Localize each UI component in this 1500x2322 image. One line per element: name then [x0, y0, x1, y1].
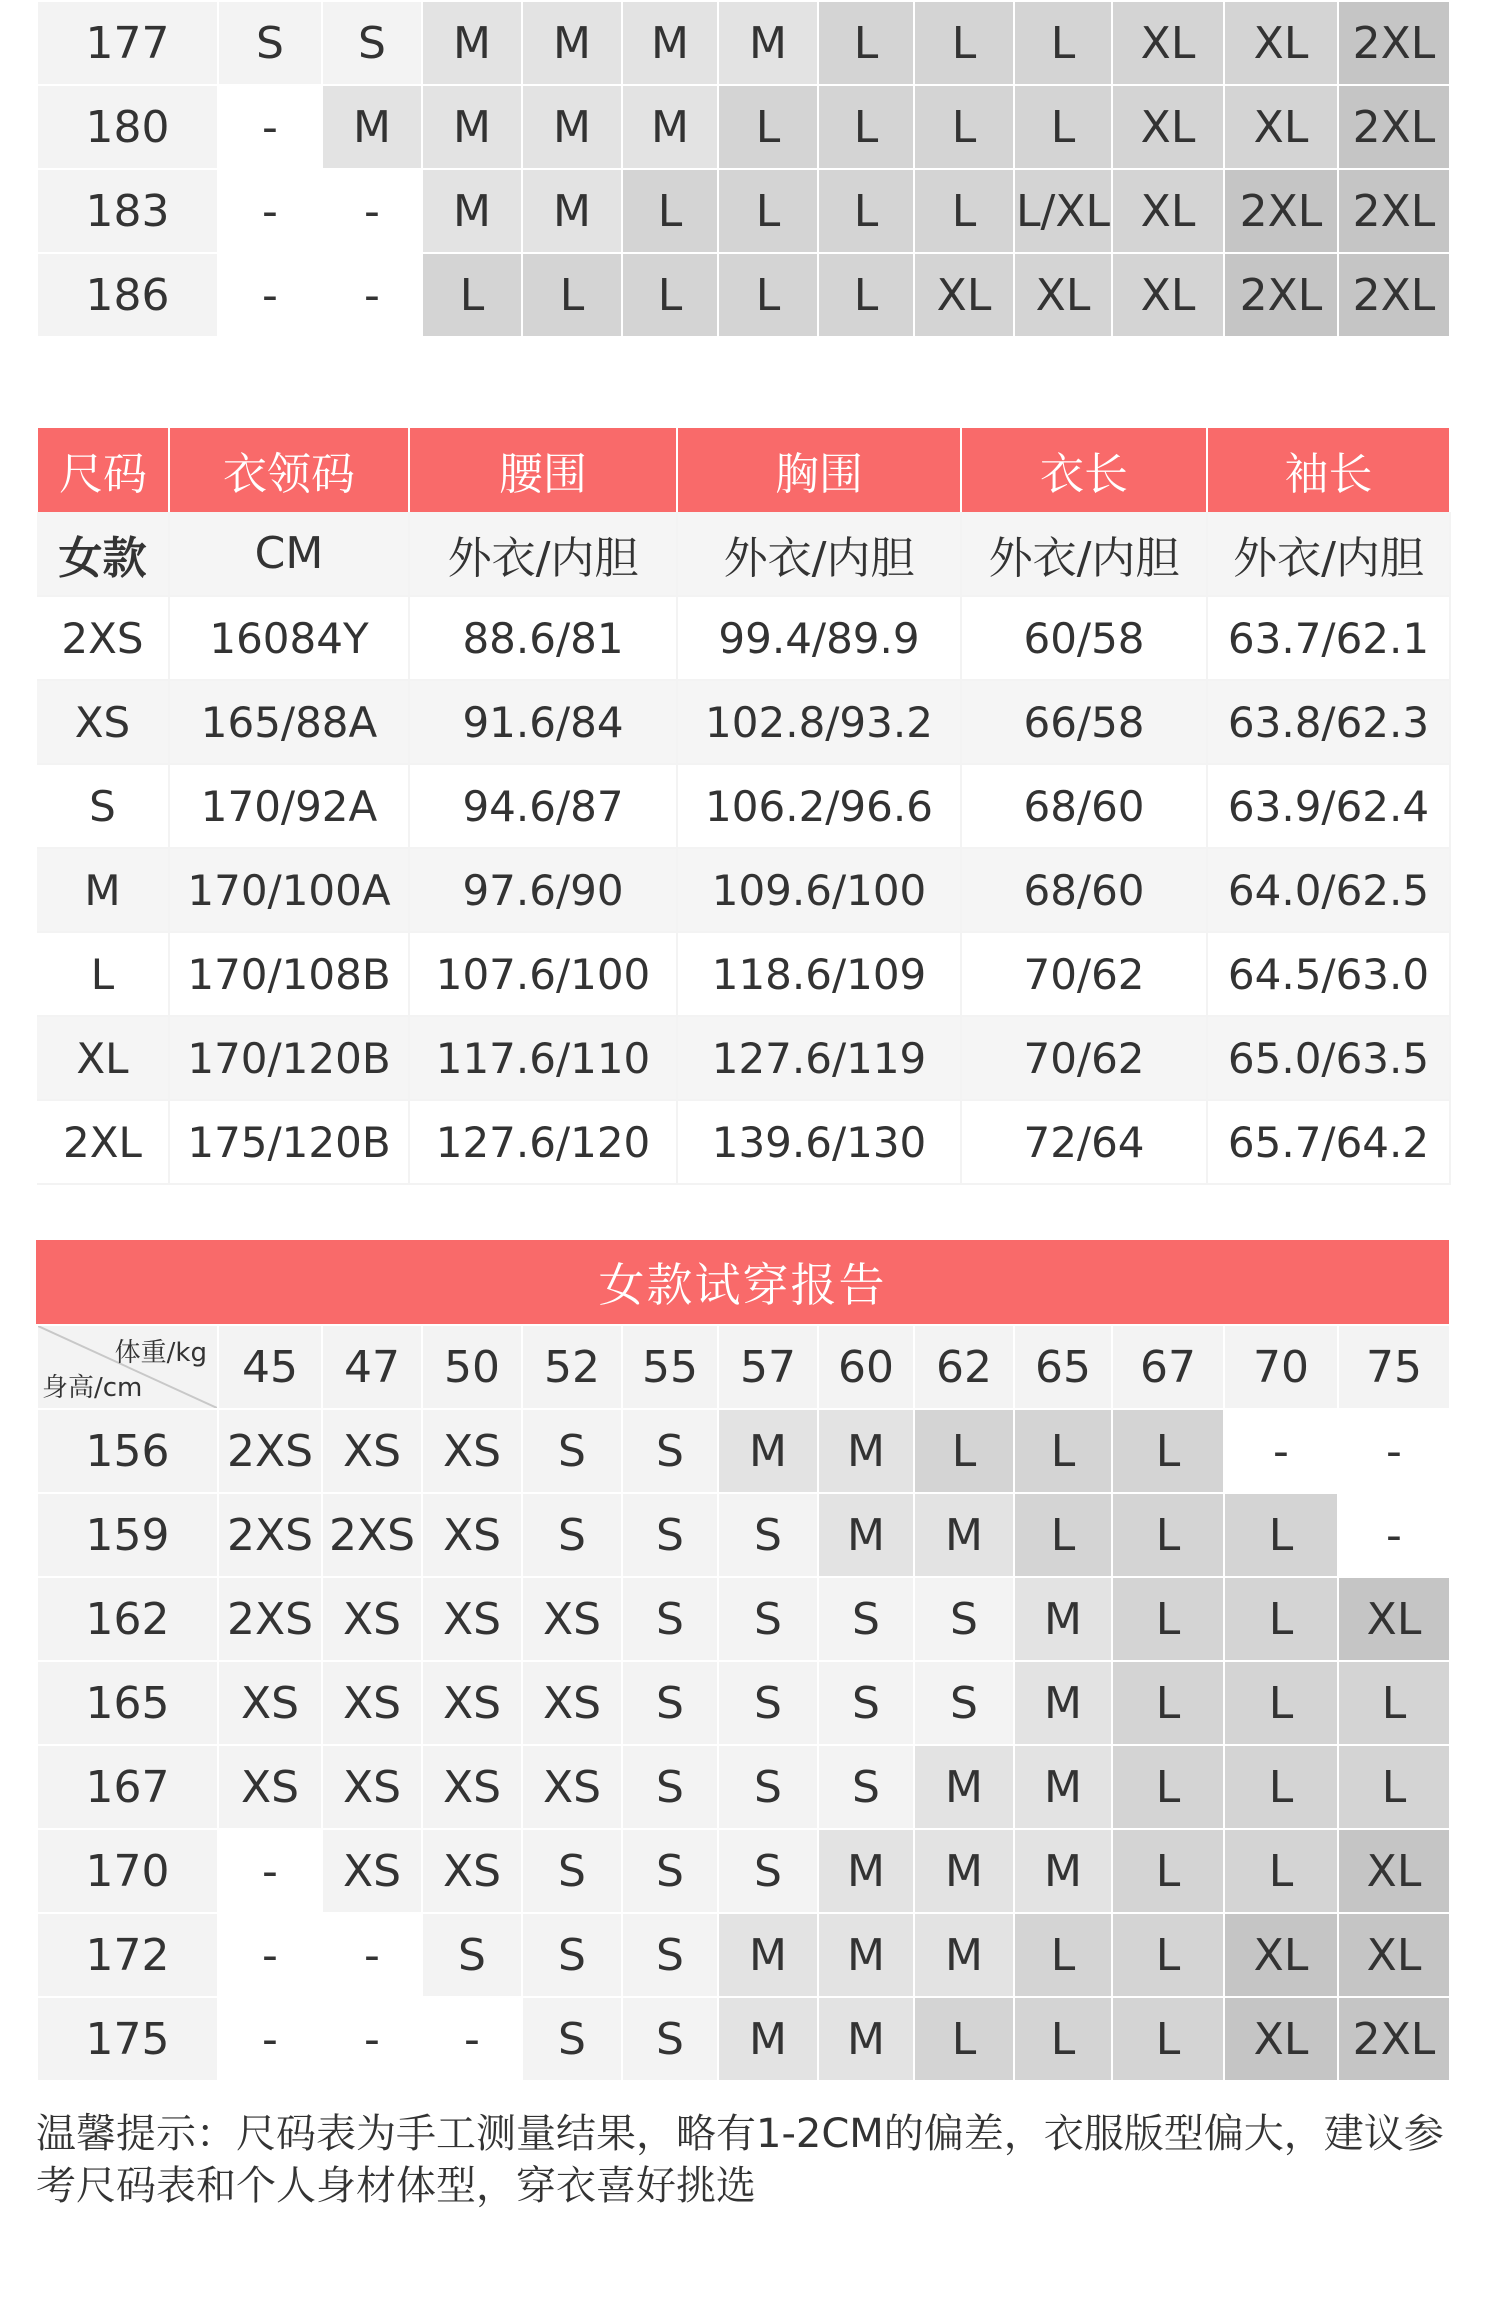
- weight-header-cell: 50: [422, 1325, 522, 1409]
- weight-header-cell: 55: [622, 1325, 718, 1409]
- size-cell: -: [218, 85, 322, 169]
- size-cell: L: [622, 253, 718, 337]
- sleeve-cell: 63.8/62.3: [1207, 680, 1450, 764]
- length-cell: 72/64: [961, 1100, 1207, 1184]
- length-cell: 70/62: [961, 1016, 1207, 1100]
- corner-cell: [37, 1325, 218, 1409]
- size-cell: L: [1014, 1493, 1112, 1577]
- chest-cell: 102.8/93.2: [677, 680, 961, 764]
- size-cell: S: [718, 1577, 818, 1661]
- size-cell: 2XS: [37, 596, 169, 680]
- size-cell: L: [718, 85, 818, 169]
- height-cell: 162: [37, 1577, 218, 1661]
- waist-cell: 91.6/84: [409, 680, 677, 764]
- women-fit-row: [37, 1829, 1450, 1913]
- size-cell: L: [1112, 1577, 1224, 1661]
- size-cell: 2XL: [1338, 1997, 1450, 2081]
- size-cell: L: [1014, 1, 1112, 85]
- size-cell: S: [622, 1745, 718, 1829]
- height-cell: 172: [37, 1913, 218, 1997]
- size-cell: S: [522, 1493, 622, 1577]
- size-cell: S: [718, 1829, 818, 1913]
- weight-header-cell: 70: [1224, 1325, 1338, 1409]
- sleeve-cell: 63.7/62.1: [1207, 596, 1450, 680]
- weight-header-cell: 65: [1014, 1325, 1112, 1409]
- size-cell: L: [1014, 85, 1112, 169]
- size-cell: XL: [1338, 1577, 1450, 1661]
- size-cell: M: [522, 169, 622, 253]
- women-fit-body: [37, 1325, 1450, 2081]
- size-cell: 2XS: [218, 1493, 322, 1577]
- size-cell: S: [422, 1913, 522, 1997]
- header-size: 尺码: [37, 428, 169, 512]
- collar-cell: 170/120B: [169, 1016, 409, 1100]
- women-size-row: [37, 680, 1450, 764]
- size-cell: M: [622, 1, 718, 85]
- chest-cell: 139.6/130: [677, 1100, 961, 1184]
- size-cell: L: [1338, 1745, 1450, 1829]
- weight-header-cell: 67: [1112, 1325, 1224, 1409]
- header-sleeve: 袖长: [1207, 428, 1450, 512]
- men-fit-row: [37, 1, 1450, 85]
- size-cell: XL: [1112, 1, 1224, 85]
- size-cell: L: [1224, 1745, 1338, 1829]
- women-fit-row: [37, 1409, 1450, 1493]
- size-cell: L: [1224, 1661, 1338, 1745]
- size-cell: S: [818, 1661, 914, 1745]
- size-cell: M: [914, 1829, 1014, 1913]
- women-fit-weight-row: [37, 1325, 1450, 1409]
- subheader-chest: 外衣/内胆: [677, 512, 961, 596]
- size-cell: XS: [322, 1409, 422, 1493]
- size-cell: L: [1112, 1661, 1224, 1745]
- size-cell: L: [1112, 1745, 1224, 1829]
- size-cell: L: [818, 1, 914, 85]
- women-fit-row: [37, 1997, 1450, 2081]
- sleeve-cell: 65.7/64.2: [1207, 1100, 1450, 1184]
- size-cell: M: [522, 1, 622, 85]
- weight-header-cell: 45: [218, 1325, 322, 1409]
- size-cell: XS: [322, 1661, 422, 1745]
- size-cell: M: [718, 1997, 818, 2081]
- size-cell: S: [218, 1, 322, 85]
- women-fit-row: [37, 1745, 1450, 1829]
- size-cell: -: [322, 1997, 422, 2081]
- subheader-women: 女款: [37, 512, 169, 596]
- height-cell: 165: [37, 1661, 218, 1745]
- men-fit-row: [37, 85, 1450, 169]
- size-cell: XL: [1338, 1829, 1450, 1913]
- weight-header-cell: 52: [522, 1325, 622, 1409]
- sleeve-cell: 65.0/63.5: [1207, 1016, 1450, 1100]
- size-cell: XS: [422, 1493, 522, 1577]
- size-cell: -: [1338, 1493, 1450, 1577]
- size-cell: S: [522, 1829, 622, 1913]
- size-cell: -: [1338, 1409, 1450, 1493]
- size-cell: 2XL: [37, 1100, 169, 1184]
- size-cell: L: [622, 169, 718, 253]
- size-cell: L: [1014, 1409, 1112, 1493]
- size-cell: L: [1014, 1997, 1112, 2081]
- size-cell: S: [818, 1577, 914, 1661]
- size-cell: L: [914, 85, 1014, 169]
- size-cell: XS: [522, 1661, 622, 1745]
- size-cell: M: [522, 85, 622, 169]
- size-cell: L: [718, 253, 818, 337]
- size-cell: -: [218, 253, 322, 337]
- size-cell: M: [1014, 1745, 1112, 1829]
- size-cell: S: [818, 1745, 914, 1829]
- height-cell: 180: [37, 85, 218, 169]
- size-cell: L: [818, 253, 914, 337]
- size-cell: L: [1112, 1493, 1224, 1577]
- collar-cell: 170/100A: [169, 848, 409, 932]
- size-cell: -: [218, 1997, 322, 2081]
- height-cell: 156: [37, 1409, 218, 1493]
- size-cell: XS: [422, 1661, 522, 1745]
- header-chest: 胸围: [677, 428, 961, 512]
- chest-cell: 99.4/89.9: [677, 596, 961, 680]
- size-tip-note: 温馨提示：尺码表为手工测量结果，略有1-2CM的偏差，衣服版型偏大，建议参考尺码表和个人身材体型，穿衣喜好挑选: [36, 2111, 1444, 2209]
- size-cell: L: [1224, 1577, 1338, 1661]
- height-axis-label: 身高/cm: [42, 1373, 143, 1403]
- size-cell: 2XL: [1338, 169, 1450, 253]
- length-cell: 68/60: [961, 764, 1207, 848]
- size-cell: XS: [422, 1577, 522, 1661]
- length-cell: 66/58: [961, 680, 1207, 764]
- women-fit-row: [37, 1913, 1450, 1997]
- size-cell: L: [914, 1997, 1014, 2081]
- waist-cell: 117.6/110: [409, 1016, 677, 1100]
- size-cell: L/XL: [1014, 169, 1112, 253]
- height-cell: 170: [37, 1829, 218, 1913]
- size-cell: M: [37, 848, 169, 932]
- size-cell: 2XL: [1224, 169, 1338, 253]
- subheader-waist: 外衣/内胆: [409, 512, 677, 596]
- women-size-subheader-row: [37, 512, 1450, 596]
- size-cell: -: [422, 1997, 522, 2081]
- size-cell: S: [522, 1997, 622, 2081]
- size-cell: M: [818, 1409, 914, 1493]
- size-cell: XL: [1112, 253, 1224, 337]
- header-waist: 腰围: [409, 428, 677, 512]
- size-cell: L: [1112, 1913, 1224, 1997]
- size-cell: S: [718, 1745, 818, 1829]
- women-fit-row: [37, 1661, 1450, 1745]
- size-cell: S: [914, 1661, 1014, 1745]
- women-fit-title: 女款试穿报告: [36, 1240, 1449, 1324]
- size-cell: M: [914, 1913, 1014, 1997]
- size-cell: M: [422, 169, 522, 253]
- size-cell: L: [1112, 1409, 1224, 1493]
- height-cell: 175: [37, 1997, 218, 2081]
- weight-header-cell: 47: [322, 1325, 422, 1409]
- size-cell: 2XS: [218, 1409, 322, 1493]
- size-cell: XS: [322, 1829, 422, 1913]
- size-cell: M: [1014, 1829, 1112, 1913]
- size-cell: XL: [1014, 253, 1112, 337]
- size-cell: S: [622, 1997, 718, 2081]
- size-cell: XL: [1338, 1913, 1450, 1997]
- size-cell: XL: [37, 1016, 169, 1100]
- size-cell: 2XL: [1224, 253, 1338, 337]
- size-cell: XL: [1224, 1, 1338, 85]
- chest-cell: 109.6/100: [677, 848, 961, 932]
- size-cell: S: [718, 1661, 818, 1745]
- size-cell: XS: [522, 1577, 622, 1661]
- size-cell: -: [322, 169, 422, 253]
- women-size-row: [37, 848, 1450, 932]
- women-fit-table: [36, 1324, 1451, 2082]
- length-cell: 70/62: [961, 932, 1207, 1016]
- size-cell: M: [1014, 1577, 1112, 1661]
- size-cell: L: [914, 1, 1014, 85]
- size-cell: L: [718, 169, 818, 253]
- sleeve-cell: 64.0/62.5: [1207, 848, 1450, 932]
- men-fit-row: [37, 169, 1450, 253]
- collar-cell: 16084Y: [169, 596, 409, 680]
- size-cell: M: [422, 1, 522, 85]
- size-cell: 2XL: [1338, 1, 1450, 85]
- women-size-row: [37, 1100, 1450, 1184]
- size-cell: XS: [422, 1409, 522, 1493]
- size-cell: XL: [914, 253, 1014, 337]
- size-cell: 2XS: [322, 1493, 422, 1577]
- men-fit-body: [37, 0, 1450, 337]
- header-collar: 衣领码: [169, 428, 409, 512]
- size-cell: XS: [422, 1829, 522, 1913]
- size-cell: L: [1112, 1829, 1224, 1913]
- size-cell: M: [622, 85, 718, 169]
- size-cell: XS: [422, 1745, 522, 1829]
- size-cell: L: [1112, 1997, 1224, 2081]
- weight-header-cell: 62: [914, 1325, 1014, 1409]
- size-cell: M: [1014, 1661, 1112, 1745]
- height-cell: 159: [37, 1493, 218, 1577]
- size-cell: XL: [1224, 1913, 1338, 1997]
- size-cell: M: [818, 1493, 914, 1577]
- height-cell: 167: [37, 1745, 218, 1829]
- size-cell: L: [422, 253, 522, 337]
- men-fit-table: [36, 0, 1451, 338]
- size-cell: XS: [218, 1745, 322, 1829]
- size-cell: S: [37, 764, 169, 848]
- subheader-cm: CM: [169, 512, 409, 596]
- size-cell: XS: [322, 1577, 422, 1661]
- size-cell: -: [322, 1913, 422, 1997]
- header-length: 衣长: [961, 428, 1207, 512]
- weight-header-cell: 60: [818, 1325, 914, 1409]
- collar-cell: 175/120B: [169, 1100, 409, 1184]
- size-cell: -: [218, 1913, 322, 1997]
- size-cell: L: [1338, 1661, 1450, 1745]
- waist-cell: 97.6/90: [409, 848, 677, 932]
- women-fit-row: [37, 1577, 1450, 1661]
- size-cell: XL: [1112, 169, 1224, 253]
- size-cell: 2XS: [218, 1577, 322, 1661]
- collar-cell: 170/92A: [169, 764, 409, 848]
- size-cell: L: [1014, 1913, 1112, 1997]
- chest-cell: 127.6/119: [677, 1016, 961, 1100]
- size-cell: -: [218, 1829, 322, 1913]
- size-cell: XS: [218, 1661, 322, 1745]
- size-cell: XL: [1112, 85, 1224, 169]
- size-cell: L: [818, 85, 914, 169]
- height-cell: 183: [37, 169, 218, 253]
- size-cell: S: [522, 1913, 622, 1997]
- size-cell: L: [914, 1409, 1014, 1493]
- size-cell: XS: [522, 1745, 622, 1829]
- waist-cell: 127.6/120: [409, 1100, 677, 1184]
- size-cell: L: [37, 932, 169, 1016]
- sleeve-cell: 64.5/63.0: [1207, 932, 1450, 1016]
- size-cell: XL: [1224, 85, 1338, 169]
- women-size-body: [37, 512, 1450, 1184]
- collar-cell: 170/108B: [169, 932, 409, 1016]
- size-cell: S: [622, 1829, 718, 1913]
- weight-header-cell: 57: [718, 1325, 818, 1409]
- women-size-row: [37, 596, 1450, 680]
- size-cell: XL: [1224, 1997, 1338, 2081]
- size-cell: S: [322, 1, 422, 85]
- size-cell: M: [914, 1493, 1014, 1577]
- size-cell: L: [914, 169, 1014, 253]
- size-cell: L: [1224, 1493, 1338, 1577]
- size-cell: S: [622, 1493, 718, 1577]
- size-cell: XS: [37, 680, 169, 764]
- length-cell: 68/60: [961, 848, 1207, 932]
- size-cell: -: [322, 253, 422, 337]
- size-cell: L: [522, 253, 622, 337]
- size-cell: M: [818, 1913, 914, 1997]
- size-cell: M: [718, 1, 818, 85]
- length-cell: 60/58: [961, 596, 1207, 680]
- women-size-header-row: [37, 428, 1450, 512]
- chest-cell: 118.6/109: [677, 932, 961, 1016]
- women-size-table: [36, 428, 1451, 1185]
- size-cell: M: [718, 1913, 818, 1997]
- size-cell: M: [818, 1997, 914, 2081]
- size-cell: S: [622, 1913, 718, 1997]
- size-cell: M: [718, 1409, 818, 1493]
- size-cell: S: [622, 1409, 718, 1493]
- women-size-row: [37, 1016, 1450, 1100]
- women-size-row: [37, 932, 1450, 1016]
- size-cell: S: [718, 1493, 818, 1577]
- women-size-row: [37, 764, 1450, 848]
- size-cell: S: [914, 1577, 1014, 1661]
- subheader-sleeve: 外衣/内胆: [1207, 512, 1450, 596]
- size-cell: -: [1224, 1409, 1338, 1493]
- size-cell: M: [914, 1745, 1014, 1829]
- size-cell: -: [218, 169, 322, 253]
- collar-cell: 165/88A: [169, 680, 409, 764]
- size-cell: 2XL: [1338, 85, 1450, 169]
- size-cell: S: [622, 1661, 718, 1745]
- waist-cell: 107.6/100: [409, 932, 677, 1016]
- size-cell: M: [818, 1829, 914, 1913]
- size-cell: M: [322, 85, 422, 169]
- size-cell: 2XL: [1338, 253, 1450, 337]
- size-cell: M: [422, 85, 522, 169]
- subheader-length: 外衣/内胆: [961, 512, 1207, 596]
- size-cell: XS: [322, 1745, 422, 1829]
- size-cell: S: [522, 1409, 622, 1493]
- size-cell: L: [1224, 1829, 1338, 1913]
- women-fit-row: [37, 1493, 1450, 1577]
- height-cell: 186: [37, 253, 218, 337]
- waist-cell: 88.6/81: [409, 596, 677, 680]
- size-cell: S: [622, 1577, 718, 1661]
- sleeve-cell: 63.9/62.4: [1207, 764, 1450, 848]
- men-fit-row: [37, 253, 1450, 337]
- waist-cell: 94.6/87: [409, 764, 677, 848]
- height-cell: 177: [37, 1, 218, 85]
- chest-cell: 106.2/96.6: [677, 764, 961, 848]
- weight-header-cell: 75: [1338, 1325, 1450, 1409]
- size-cell: L: [818, 169, 914, 253]
- weight-axis-label: 体重/kg: [114, 1338, 207, 1368]
